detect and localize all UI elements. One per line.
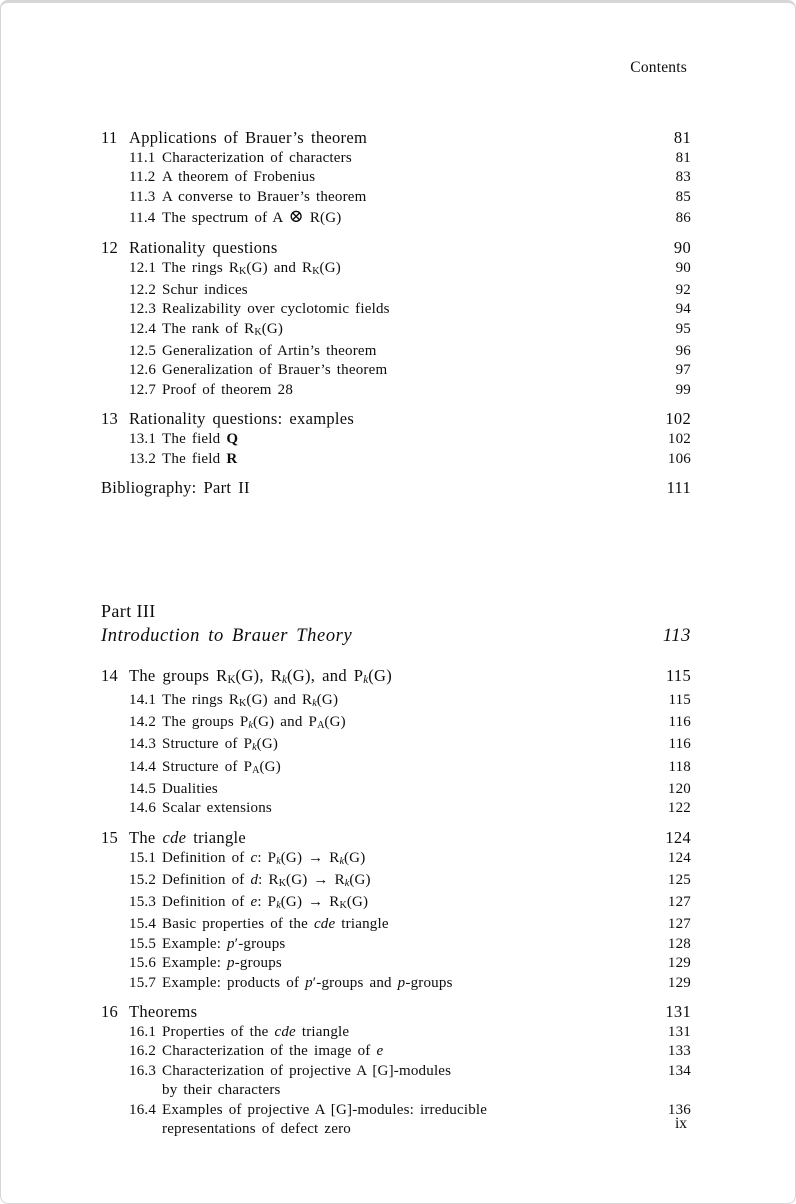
- toc-chapter-entry: [101, 408, 691, 430]
- toc-subsection-entry: [101, 691, 691, 713]
- text-run: -groups: [405, 974, 453, 991]
- text-run: k: [282, 673, 287, 686]
- text-run: (G) → R: [280, 849, 340, 866]
- text-run: cde: [313, 916, 336, 933]
- toc-subsection-entry: [101, 1101, 691, 1140]
- entry-title-line: [162, 320, 664, 342]
- text-run: Characterization of projective A [G]-modules: [162, 1062, 452, 1079]
- entry-title-line: [162, 259, 664, 281]
- entry-page: 124: [665, 827, 691, 847]
- text-run: k: [363, 673, 369, 686]
- text-run: (G): [368, 665, 393, 685]
- entry-title-line: [162, 381, 664, 400]
- toc-part-heading: [101, 599, 691, 649]
- text-run: (G): [261, 320, 284, 337]
- toc-subsection-entry: [101, 1023, 691, 1042]
- entry-title: [129, 127, 662, 149]
- entry-title-line: [162, 207, 664, 228]
- toc-subsection-entry: [101, 320, 691, 342]
- entry-page: 133: [667, 1043, 691, 1060]
- text-run: k: [276, 855, 281, 867]
- entry-title: [162, 281, 664, 300]
- text-run: R: [226, 450, 238, 467]
- entry-page: 94: [675, 301, 691, 318]
- text-run: triangle: [295, 1024, 350, 1041]
- text-run: (G): [343, 849, 366, 866]
- entry-number: 15.2: [129, 871, 157, 888]
- text-run: (G) and P: [252, 714, 318, 731]
- entry-title: [162, 342, 664, 361]
- text-run: Rationality questions: examples: [129, 409, 355, 429]
- entry-title-line: [162, 300, 664, 319]
- entry-page: 122: [667, 800, 691, 817]
- entry-page: 128: [667, 935, 691, 952]
- text-run: by their characters: [162, 1082, 281, 1099]
- text-run: The groups P: [162, 714, 249, 731]
- entry-title-line: [162, 871, 656, 893]
- entry-title-line: [162, 954, 656, 973]
- entry-title: [162, 430, 656, 449]
- entry-number: 14.2: [129, 714, 157, 731]
- part-title: [101, 623, 651, 649]
- entry-title-line: [162, 780, 656, 799]
- text-run: Theorems: [129, 1002, 198, 1022]
- text-run: p: [227, 955, 235, 972]
- text-run: K: [312, 265, 320, 277]
- entry-page: 81: [675, 150, 691, 166]
- entry-page: 96: [675, 342, 691, 359]
- entry-title-line: [162, 168, 664, 187]
- toc-subsection-entry: [101, 954, 691, 973]
- entry-title: [162, 381, 664, 400]
- toc-chapter-entry: [101, 237, 691, 259]
- entry-page: 99: [675, 381, 691, 398]
- toc-subsection-entry: [101, 149, 691, 168]
- entry-title: [162, 871, 656, 893]
- entry-title: [162, 758, 656, 780]
- entry-title: [162, 849, 656, 871]
- entry-number: 14.3: [129, 736, 157, 753]
- entry-number: 16.2: [129, 1043, 157, 1060]
- text-run: (G): [349, 871, 371, 888]
- text-run: Dualities: [162, 780, 218, 797]
- entry-number: 12.7: [129, 381, 157, 398]
- text-run: k: [339, 855, 344, 867]
- entry-title-continuation: [162, 1081, 656, 1100]
- text-run: : R: [258, 871, 279, 888]
- text-run: Definition of: [162, 871, 251, 888]
- entry-page: 86: [675, 210, 691, 227]
- text-run: Bibliography: Part II: [101, 477, 250, 497]
- entry-page: 127: [667, 894, 691, 911]
- text-run: The rings R: [162, 691, 240, 708]
- toc-chapter-entry: [101, 127, 691, 149]
- text-run: Examples of projective A [G]-modules: irreducible: [162, 1101, 488, 1118]
- entry-page: 125: [667, 871, 691, 888]
- entry-title-line: [129, 127, 662, 149]
- toc-subsection-entry: [101, 381, 691, 400]
- entry-title-line: [162, 1023, 656, 1042]
- text-run: A: [252, 764, 260, 776]
- entry-title-line: [162, 935, 656, 954]
- entry-page: 102: [665, 409, 691, 429]
- entry-title-line: [129, 237, 662, 259]
- text-run: Generalization of Brauer’s theorem: [162, 362, 388, 379]
- entry-title: [162, 915, 656, 934]
- entry-number: 13.2: [129, 450, 157, 467]
- text-run: cde: [162, 827, 187, 847]
- entry-page: 129: [667, 974, 691, 991]
- toc-subsection-entry: [101, 974, 691, 993]
- entry-page: 118: [668, 758, 691, 775]
- text-run: (G) → R: [286, 871, 345, 888]
- entry-title-line: [162, 758, 656, 780]
- entry-title-line: [101, 477, 655, 499]
- entry-title-line: [162, 735, 656, 757]
- entry-number: 15: [101, 827, 119, 847]
- entry-page: 116: [668, 714, 691, 731]
- text-run: Schur indices: [162, 281, 248, 298]
- text-run: Example: products of: [162, 974, 306, 991]
- text-run: The groups R: [129, 665, 228, 685]
- text-run: k: [344, 877, 350, 889]
- text-run: (G): [319, 259, 341, 276]
- entry-number: 11.4: [129, 210, 156, 227]
- entry-page: 106: [667, 450, 691, 467]
- text-run: (G): [256, 736, 279, 753]
- text-run: K: [227, 673, 236, 686]
- toc-subsection-entry: [101, 735, 691, 757]
- text-run: cde: [274, 1024, 296, 1041]
- text-run: triangle: [335, 916, 389, 933]
- text-run: R(G): [303, 210, 342, 227]
- entry-title-line: [162, 893, 656, 915]
- text-run: c: [250, 849, 258, 866]
- entry-page: 90: [675, 259, 691, 276]
- entry-number: 15.3: [129, 894, 157, 911]
- text-run: Applications of Brauer’s theorem: [129, 128, 368, 147]
- toc-subsection-entry: [101, 207, 691, 228]
- entry-page: 92: [675, 281, 691, 298]
- toc-subsection-entry: [101, 1062, 691, 1101]
- toc-subsection-entry: [101, 168, 691, 187]
- text-run: K: [254, 326, 262, 338]
- entry-title: [162, 974, 656, 993]
- entry-page: 120: [667, 780, 691, 797]
- entry-title-line: [162, 188, 664, 207]
- text-run: K: [239, 265, 247, 277]
- entry-page: 134: [667, 1062, 691, 1079]
- text-run: p: [227, 935, 235, 952]
- text-run: ′-groups: [234, 935, 286, 952]
- entry-number: 15.7: [129, 974, 157, 991]
- entry-title: [162, 1062, 656, 1101]
- text-run: The field: [162, 450, 227, 467]
- text-run: (G) and R: [246, 259, 313, 276]
- entry-title-line: [162, 915, 656, 934]
- text-run: (G): [346, 894, 369, 911]
- toc-chapter-entry: [101, 665, 691, 691]
- entry-title: [162, 259, 664, 281]
- entry-number: 12.1: [129, 259, 157, 276]
- entry-number: 12.2: [129, 281, 157, 298]
- text-run: e: [250, 894, 258, 911]
- toc-subsection-entry: [101, 849, 691, 871]
- entry-page: 116: [668, 736, 691, 753]
- text-run: (G), and P: [287, 665, 364, 685]
- entry-title-line: [162, 450, 656, 469]
- toc-subsection-entry: [101, 799, 691, 818]
- text-run: Properties of the: [162, 1024, 275, 1041]
- toc-subsection-entry: [101, 188, 691, 207]
- text-run: The field: [162, 431, 227, 448]
- entry-number: 15.5: [129, 935, 157, 952]
- entry-number: 12.5: [129, 342, 157, 359]
- text-run: Realizability over cyclotomic fields: [162, 301, 390, 318]
- entry-title-line: [162, 149, 664, 168]
- entry-number: 16.1: [129, 1024, 157, 1041]
- entry-page: 131: [665, 1002, 691, 1022]
- entry-number: 11.3: [129, 188, 156, 205]
- entry-number: 14.4: [129, 758, 157, 775]
- entry-title-line: [162, 1042, 656, 1061]
- text-run: Introduction to Brauer Theory: [101, 625, 353, 646]
- entry-number: 16: [101, 1002, 119, 1022]
- entry-title: [129, 665, 654, 691]
- entry-title-continuation: [162, 1120, 656, 1139]
- toc-subsection-entry: [101, 780, 691, 799]
- text-run: p: [305, 974, 313, 991]
- entry-title-line: [129, 827, 653, 849]
- toc-subsection-entry: [101, 893, 691, 915]
- text-run: (G): [316, 691, 339, 708]
- entry-number: 15.6: [129, 955, 157, 972]
- text-run: ⊗: [288, 206, 304, 227]
- entry-number: 16.4: [129, 1101, 157, 1118]
- entry-title: [129, 827, 653, 849]
- entry-number: 16.3: [129, 1062, 157, 1079]
- toc-subsection-entry: [101, 935, 691, 954]
- entry-title-line: [162, 713, 656, 735]
- part-number: Part III: [101, 600, 156, 621]
- text-run: triangle: [186, 827, 247, 847]
- entry-page: 124: [667, 849, 691, 866]
- text-run: (G), R: [235, 665, 283, 685]
- text-run: Q: [226, 431, 239, 448]
- toc-bibliography-entry: [101, 477, 691, 499]
- entry-page: 97: [675, 362, 691, 379]
- text-run: Rationality questions: [129, 237, 278, 257]
- entry-page: 136: [667, 1101, 691, 1118]
- entry-page: 85: [675, 188, 691, 205]
- entry-title: [162, 320, 664, 342]
- text-run: ′-groups and: [312, 974, 398, 991]
- entry-title: [162, 450, 656, 469]
- entry-title: [162, 893, 656, 915]
- toc-subsection-entry: [101, 300, 691, 319]
- entry-page: 115: [668, 691, 691, 708]
- entry-page: 131: [667, 1024, 691, 1041]
- text-run: Definition of: [162, 849, 251, 866]
- entry-title: [162, 780, 656, 799]
- text-run: Scalar extensions: [162, 800, 272, 817]
- entry-title-line: [162, 281, 664, 300]
- entry-page: 129: [667, 955, 691, 972]
- text-run: k: [248, 720, 253, 732]
- entry-title: [162, 188, 664, 207]
- entry-number: 12.3: [129, 301, 157, 318]
- entry-title: [129, 1001, 653, 1023]
- entry-title: [162, 935, 656, 954]
- text-run: A theorem of Frobenius: [162, 169, 316, 186]
- entry-title-line: [162, 691, 656, 713]
- toc-chapter-entry: [101, 1001, 691, 1023]
- entry-title: [162, 300, 664, 319]
- entry-page: 83: [675, 169, 691, 186]
- text-run: Proof of theorem 28: [162, 381, 294, 398]
- text-run: The spectrum of A: [162, 210, 289, 227]
- toc-list: [101, 127, 691, 1139]
- text-run: K: [278, 877, 287, 889]
- text-run: A: [317, 720, 325, 732]
- text-run: k: [276, 900, 281, 911]
- text-run: The rank of R: [162, 320, 255, 337]
- text-run: representations of defect zero: [162, 1121, 351, 1138]
- entry-number: 14.6: [129, 800, 157, 817]
- entry-title: [162, 954, 656, 973]
- toc-subsection-entry: [101, 342, 691, 361]
- entry-number: 13: [101, 409, 119, 429]
- toc-subsection-entry: [101, 450, 691, 469]
- entry-title-line: [162, 799, 656, 818]
- entry-title: [162, 735, 656, 757]
- entry-page: 111: [666, 477, 691, 497]
- text-run: (G) → R: [280, 894, 340, 911]
- entry-number: 11: [101, 128, 118, 147]
- text-run: A converse to Brauer’s theorem: [162, 188, 367, 205]
- entry-title-line: [129, 1001, 653, 1023]
- text-run: p: [397, 974, 406, 991]
- toc-subsection-entry: [101, 713, 691, 735]
- text-run: Example:: [162, 935, 228, 952]
- text-run: d: [250, 871, 259, 888]
- text-run: (G): [259, 758, 281, 775]
- text-run: Example:: [162, 955, 228, 972]
- entry-page: 113: [662, 625, 691, 646]
- text-run: The rings R: [162, 259, 240, 276]
- text-run: (G): [324, 714, 346, 731]
- toc-subsection-entry: [101, 915, 691, 934]
- entry-page: 102: [667, 431, 691, 448]
- text-run: Structure of P: [162, 758, 253, 775]
- text-run: k: [312, 697, 317, 709]
- text-run: -groups: [234, 955, 282, 972]
- text-run: K: [339, 900, 347, 911]
- entry-number: 11.1: [129, 150, 156, 166]
- toc-subsection-entry: [101, 758, 691, 780]
- text-run: Characterization of the image of: [162, 1043, 377, 1060]
- entry-title-line: [162, 430, 656, 449]
- toc-subsection-entry: [101, 430, 691, 449]
- toc-subsection-entry: [101, 259, 691, 281]
- entry-title-line: [162, 974, 656, 993]
- entry-title: [162, 1042, 656, 1061]
- entry-title: [162, 149, 664, 168]
- entry-title: [101, 477, 655, 499]
- entry-page: 95: [675, 320, 691, 337]
- entry-title: [162, 207, 664, 228]
- text-run: Basic properties of the: [162, 916, 314, 933]
- entry-title-line: [162, 849, 656, 871]
- entry-title: [162, 799, 656, 818]
- entry-title-line: [162, 1101, 656, 1120]
- entry-title: [162, 691, 656, 713]
- text-run: (G) and R: [246, 691, 313, 708]
- entry-title-line: [129, 408, 653, 430]
- part-title-row: [101, 623, 691, 649]
- text-run: Characterization of characters: [162, 150, 352, 166]
- text-run: The: [129, 827, 163, 847]
- text-run: Generalization of Artin’s theorem: [162, 342, 377, 359]
- running-head-contents: Contents: [630, 59, 687, 76]
- toc-chapter-entry: [101, 827, 691, 849]
- toc-subsection-entry: [101, 361, 691, 380]
- entry-page: 90: [673, 237, 691, 257]
- entry-title: [162, 713, 656, 735]
- entry-title: [129, 237, 662, 259]
- entry-title: [162, 168, 664, 187]
- entry-title: [162, 1023, 656, 1042]
- text-run: : P: [257, 894, 277, 911]
- entry-number: 13.1: [129, 431, 157, 448]
- text-run: : P: [257, 849, 277, 866]
- entry-number: 11.2: [129, 169, 156, 186]
- text-run: Definition of: [162, 894, 251, 911]
- entry-title: [129, 408, 653, 430]
- toc-subsection-entry: [101, 1042, 691, 1061]
- entry-number: 14.5: [129, 780, 157, 797]
- entry-number: 14.1: [129, 691, 157, 708]
- entry-title: [162, 361, 664, 380]
- entry-page: 81: [673, 128, 691, 147]
- text-run: K: [239, 697, 247, 709]
- entry-number: 15.1: [129, 849, 157, 866]
- entry-number: 12.6: [129, 362, 157, 379]
- toc-subsection-entry: [101, 281, 691, 300]
- text-run: k: [252, 742, 257, 754]
- page-number-footer: ix: [674, 1115, 687, 1132]
- entry-title-line: [129, 665, 654, 691]
- entry-title: [162, 1101, 656, 1140]
- text-run: Structure of P: [162, 736, 253, 753]
- toc-subsection-entry: [101, 871, 691, 893]
- entry-number: 12: [101, 237, 119, 257]
- text-run: e: [376, 1043, 384, 1060]
- entry-title-line: [162, 1062, 656, 1081]
- entry-number: 15.4: [129, 916, 157, 933]
- entry-page: 115: [665, 665, 691, 685]
- entry-number: 14: [101, 665, 119, 685]
- entry-title-line: [162, 361, 664, 380]
- entry-title-line: [162, 342, 664, 361]
- entry-page: 127: [667, 916, 691, 933]
- entry-number: 12.4: [129, 320, 157, 337]
